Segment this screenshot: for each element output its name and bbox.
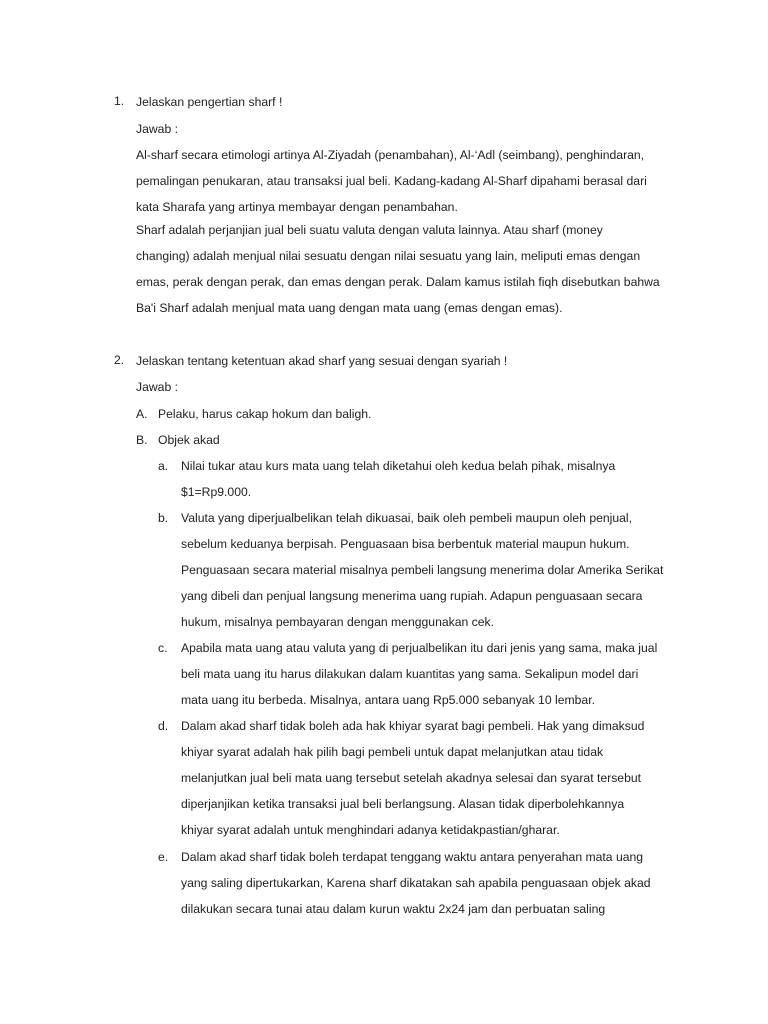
question-2-answer-label: Jawab : xyxy=(136,380,179,394)
subitem-b-line-5: hukum, misalnya pembayaran dengan menggunakan cek. xyxy=(181,615,495,629)
question-1-prompt: Jelaskan pengertian sharf ! xyxy=(136,95,283,109)
subitem-c-line-1: Apabila mata uang atau valuta yang di perjualbelikan itu dari jenis yang sama, maka jual xyxy=(181,641,658,655)
item-a-text: Pelaku, harus cakap hokum dan baligh. xyxy=(158,407,372,421)
subitem-a-line-2: $1=Rp9.000. xyxy=(181,485,252,499)
question-1-answer-label: Jawab : xyxy=(136,122,179,136)
subitem-d-line-3: melanjutkan jual beli mata uang tersebut setelah akadnya selesai dan syarat tersebut xyxy=(181,771,642,785)
subitem-d-line-1: Dalam akad sharf tidak boleh ada hak khiyar syarat bagi pembeli. Hak yang dimaksud xyxy=(181,719,645,733)
item-b-marker: B. xyxy=(136,433,148,447)
subitem-a-line-1: Nilai tukar atau kurs mata uang telah diketahui oleh kedua belah pihak, misalnya xyxy=(181,459,616,473)
answer-1-paragraph-2-line-4: Ba'i Sharf adalah menjual mata uang dengan mata uang (emas dengan emas). xyxy=(136,301,563,315)
answer-1-paragraph-1-line-2: pemalingan penukaran, atau transaksi jual beli. Kadang-kadang Al-Sharf dipahami berasal dari xyxy=(136,174,647,188)
subitem-e-marker: e. xyxy=(158,850,169,864)
subitem-e-line-3: dilakukan secara tunai atau dalam kurun waktu 2x24 jam dan perbuatan saling xyxy=(181,902,606,916)
subitem-e-line-1: Dalam akad sharf tidak boleh terdapat tenggang waktu antara penyerahan mata uang xyxy=(181,850,644,864)
subitem-e-line-2: yang saling dipertukarkan, Karena sharf dikatakan sah apabila penguasaan objek akad xyxy=(181,876,651,890)
question-2-prompt: Jelaskan tentang ketentuan akad sharf yang sesuai dengan syariah ! xyxy=(136,354,508,368)
subitem-d-line-5: khiyar syarat adalah untuk menghindari adanya ketidakpastian/gharar. xyxy=(181,823,560,837)
subitem-b-marker: b. xyxy=(158,511,169,525)
subitem-c-line-2: beli mata uang itu harus dilakukan dalam kuantitas yang sama. Sekalipun model dari xyxy=(181,667,639,681)
item-a-marker: A. xyxy=(136,407,148,421)
answer-1-paragraph-1-line-3: kata Sharafa yang artinya membayar dengan penambahan. xyxy=(136,200,458,214)
question-1-number: 1. xyxy=(114,94,125,108)
answer-1-paragraph-2-line-2: changing) adalah menjual nilai sesuatu dengan nilai sesuatu yang lain, meliputi emas dengan xyxy=(136,249,641,263)
subitem-c-marker: c. xyxy=(158,641,168,655)
subitem-d-marker: d. xyxy=(158,719,169,733)
question-2-number: 2. xyxy=(114,353,125,367)
subitem-b-line-2: sebelum keduanya berpisah. Penguasaan bisa berbentuk material maupun hukum. xyxy=(181,537,630,551)
item-b-text: Objek akad xyxy=(158,433,220,447)
subitem-b-line-1: Valuta yang diperjualbelikan telah dikuasai, baik oleh pembeli maupun oleh penjual, xyxy=(181,511,633,525)
answer-1-paragraph-2-line-3: emas, perak dengan perak, dan emas dengan perak. Dalam kamus istilah fiqh disebutkan bahwa xyxy=(136,275,660,289)
subitem-d-line-4: diperjanjikan ketika transaksi jual beli berlangsung. Alasan tidak diperbolehkannya xyxy=(181,797,625,811)
subitem-c-line-3: mata uang itu berbeda. Misalnya, antara uang Rp5.000 sebanyak 10 lembar. xyxy=(181,693,595,707)
subitem-d-line-2: khiyar syarat adalah hak pilih bagi pembeli untuk dapat melanjutkan atau tidak xyxy=(181,745,604,759)
answer-1-paragraph-1-line-1: Al-sharf secara etimologi artinya Al-Ziyadah (penambahan), Al-‘Adl (seimbang), penghindaran, xyxy=(136,148,645,162)
subitem-b-line-4: yang dibeli dan penjual langsung menerima uang rupiah. Adapun penguasaan secara xyxy=(181,589,643,603)
answer-1-paragraph-2-line-1: Sharf adalah perjanjian jual beli suatu valuta dengan valuta lainnya. Atau sharf (money xyxy=(136,223,603,237)
subitem-a-marker: a. xyxy=(158,459,169,473)
subitem-b-line-3: Penguasaan secara material misalnya pembeli langsung menerima dolar Amerika Serikat xyxy=(181,563,664,577)
